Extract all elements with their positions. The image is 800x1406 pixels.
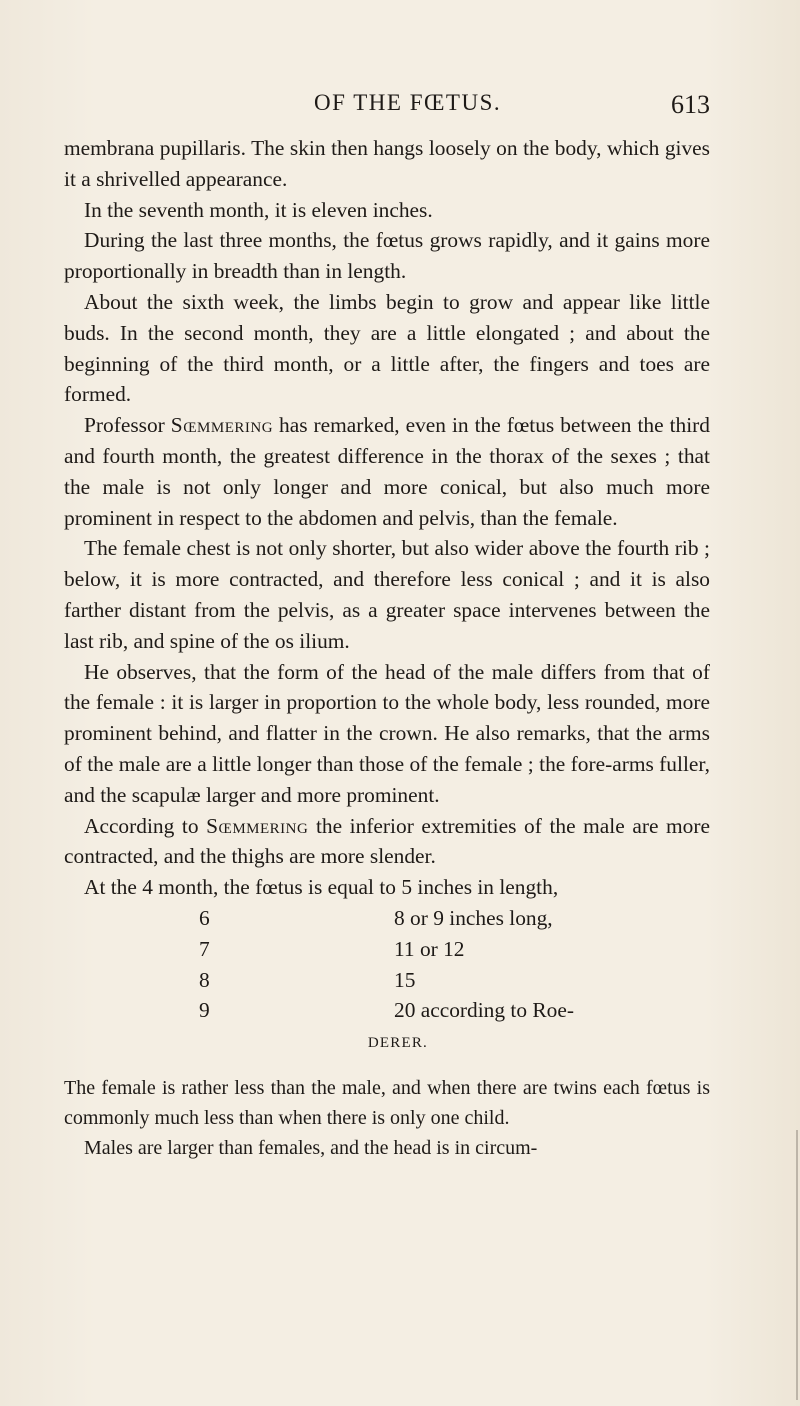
author-name: Sœmmering xyxy=(170,413,274,438)
paragraph-9: The female is rather less than the male, and when there are twins each fœtus is commonly much less than when there is only one child. xyxy=(64,1076,710,1129)
page-edge-line xyxy=(796,1130,798,1400)
table-month-suffix: month, xyxy=(158,875,219,900)
table-month: 4 xyxy=(142,875,153,900)
paragraph-5 xyxy=(64,410,710,533)
table-value: 15 xyxy=(394,967,416,992)
paragraph-8-text: the inferior extremities of the male are more contracted, and the thighs are more slender. xyxy=(64,813,710,869)
table-month: 9 xyxy=(199,998,210,1023)
table-month: 7 xyxy=(199,936,210,961)
table-value: 5 inches in length, xyxy=(401,875,559,900)
table-row xyxy=(64,872,710,903)
table-intro-after: the fœtus is equal to xyxy=(223,875,396,900)
table-value: 8 or 9 inches long, xyxy=(394,905,553,930)
table-month: 6 xyxy=(199,905,210,930)
paragraph-4: About the sixth week, the limbs begin to grow and appear like little buds. In the second month, they are a little elongated ; and about the beginning of the third month, or a little after, the fingers and toes are formed. xyxy=(64,289,710,407)
table-continuation: DERER. xyxy=(367,1035,428,1052)
paragraph-2: In the seventh month, it is eleven inches. xyxy=(84,197,433,222)
table-intro-before: At the xyxy=(84,875,137,900)
table-value: 11 or 12 xyxy=(394,936,465,961)
paragraph-8 xyxy=(64,811,710,873)
paragraph-8-prefix: According to xyxy=(84,813,199,838)
paragraph-5-text: has remarked, even in the fœtus between the third and fourth month, the greatest difference in the thorax of the sexes ; that the male is not only longer and more conical, but also much more prominent in respect to the abdomen and pelvis, than the female. xyxy=(64,413,710,530)
paragraph-1: membrana pupillaris. The skin then hangs loosely on the body, which gives it a shrivelled appearance. xyxy=(64,136,710,191)
page-header xyxy=(0,90,800,120)
paragraph-5-prefix: Professor xyxy=(84,413,165,438)
lower-text xyxy=(64,1073,710,1163)
table-value: 20 according to Roe- xyxy=(394,998,574,1023)
paragraph-7: He observes, that the form of the head of the male differs from that of the female : it is larger in proportion to the whole body, less rounded, more prominent behind, and flatter in the crown. He also remarks, that the arms of the male are a little longer than those of the female ; the fore-arms fuller, and the scapulæ larger and more prominent. xyxy=(64,659,710,807)
table-row xyxy=(64,903,710,934)
table-row xyxy=(64,965,710,996)
paragraph-10: Males are larger than females, and the head is in circum- xyxy=(84,1136,538,1159)
table-row xyxy=(64,995,710,1026)
author-name-2: Sœmmering xyxy=(206,813,309,838)
table-intro xyxy=(84,872,558,903)
paragraph-6: The female chest is not only shorter, but also wider above the fourth rib ; below, it is more contracted, and therefore less conical ; and it is also farther distant from the pelvis, as a greater space intervenes between the last rib, and spine of the os ilium. xyxy=(64,536,710,653)
page-number: 613 xyxy=(671,90,710,119)
table-month: 8 xyxy=(199,967,210,992)
growth-table xyxy=(64,872,710,1057)
body-text xyxy=(64,133,710,1163)
paragraph-3: During the last three months, the fœtus grows rapidly, and it gains more proportionally in breadth than in length. xyxy=(64,228,710,284)
running-title: OF THE FŒTUS. xyxy=(314,90,502,115)
table-row xyxy=(64,934,710,965)
